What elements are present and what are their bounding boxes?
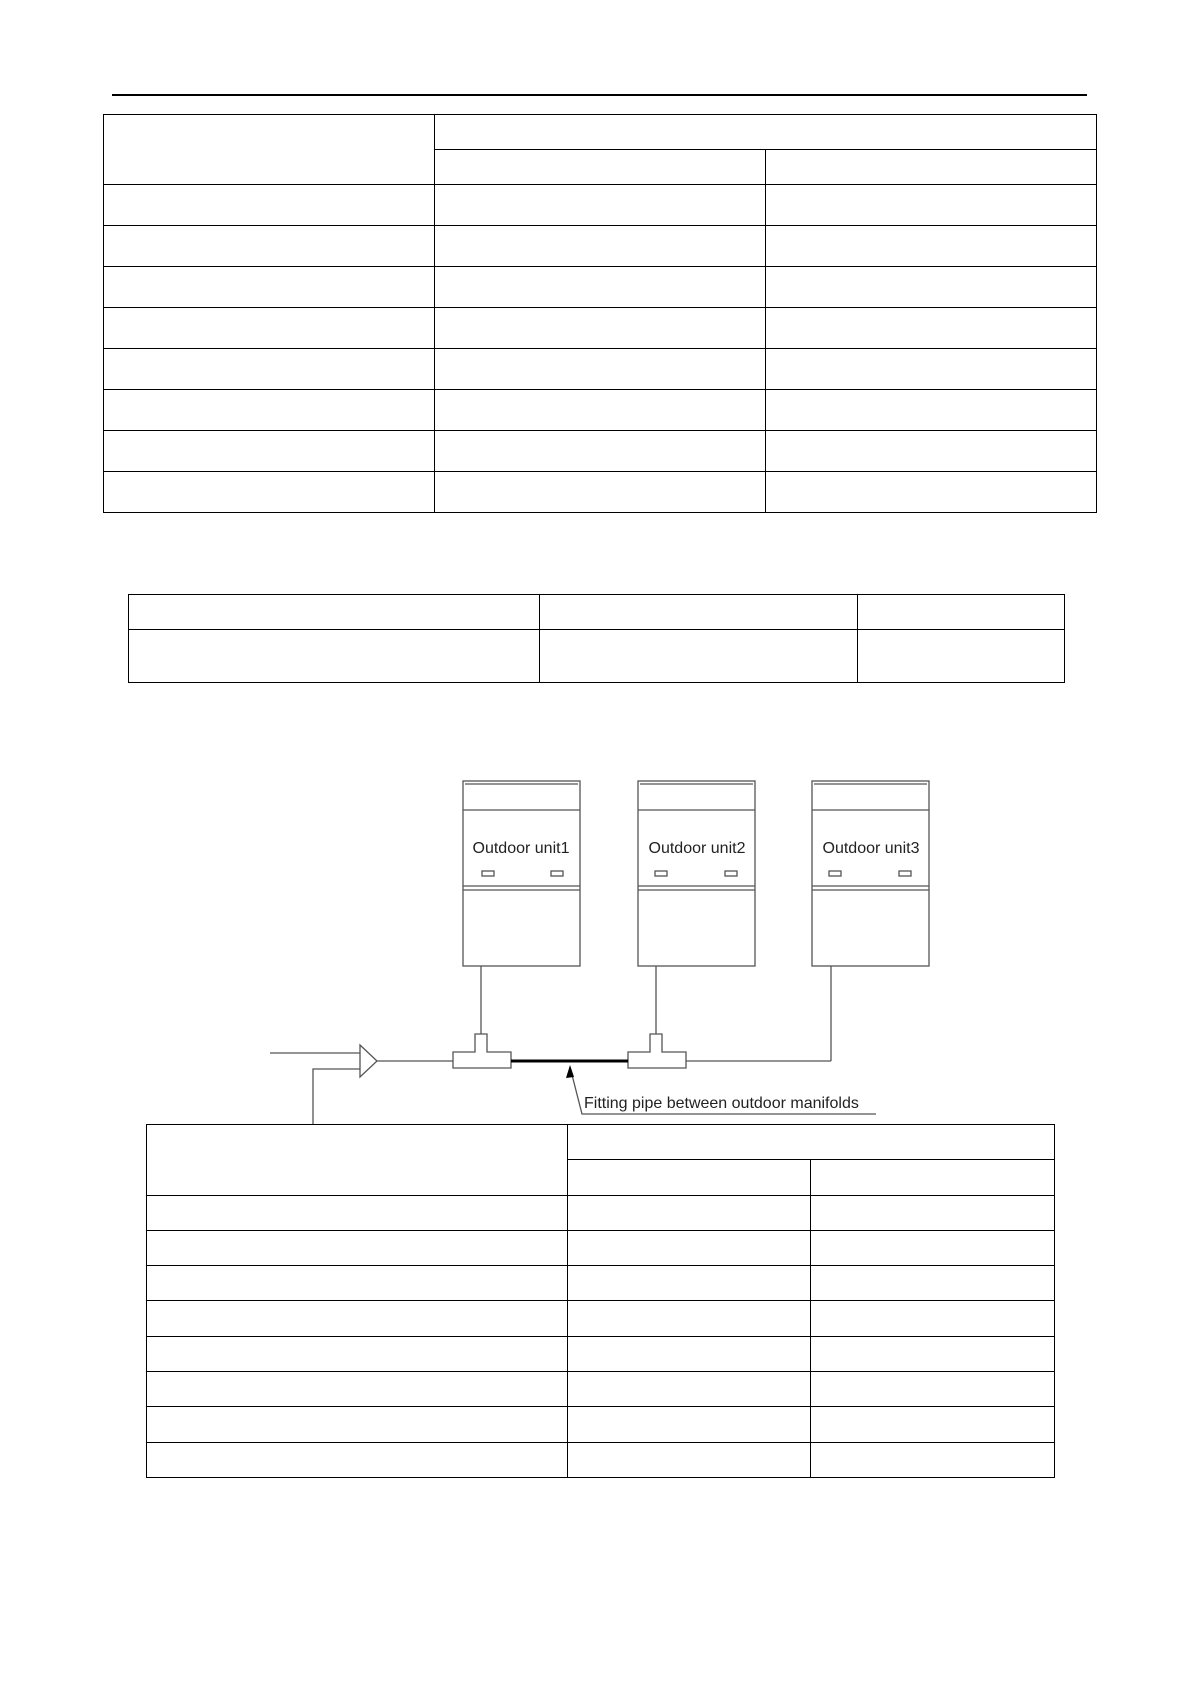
manifold-2 <box>628 1034 686 1068</box>
return-line <box>313 1069 360 1124</box>
outdoor-unit-2 <box>638 781 755 966</box>
outdoor-unit-1 <box>463 781 580 966</box>
table-row <box>147 1230 1055 1265</box>
table-row <box>147 1301 1055 1336</box>
unit-2-label: Outdoor unit2 <box>648 840 746 857</box>
table-3-header-cell <box>147 1125 568 1196</box>
table-3 <box>146 1124 1055 1478</box>
table-row <box>147 1336 1055 1371</box>
table-row <box>147 1442 1055 1477</box>
arrowhead <box>566 1065 574 1078</box>
table-3-header-cell <box>568 1125 1055 1160</box>
outdoor-unit-3 <box>812 781 929 966</box>
table-3-header-cell <box>568 1160 811 1195</box>
manifold-1 <box>453 1034 511 1068</box>
table-row <box>147 1266 1055 1301</box>
annotation-label: Fitting pipe between outdoor manifolds <box>584 1095 859 1112</box>
unit-3-label: Outdoor unit3 <box>822 840 920 857</box>
table-3-header-cell <box>811 1160 1055 1195</box>
table-row <box>147 1372 1055 1407</box>
table-row <box>147 1407 1055 1442</box>
table-row <box>147 1195 1055 1230</box>
reducer <box>360 1045 377 1077</box>
unit-1-label: Outdoor unit1 <box>472 840 570 857</box>
